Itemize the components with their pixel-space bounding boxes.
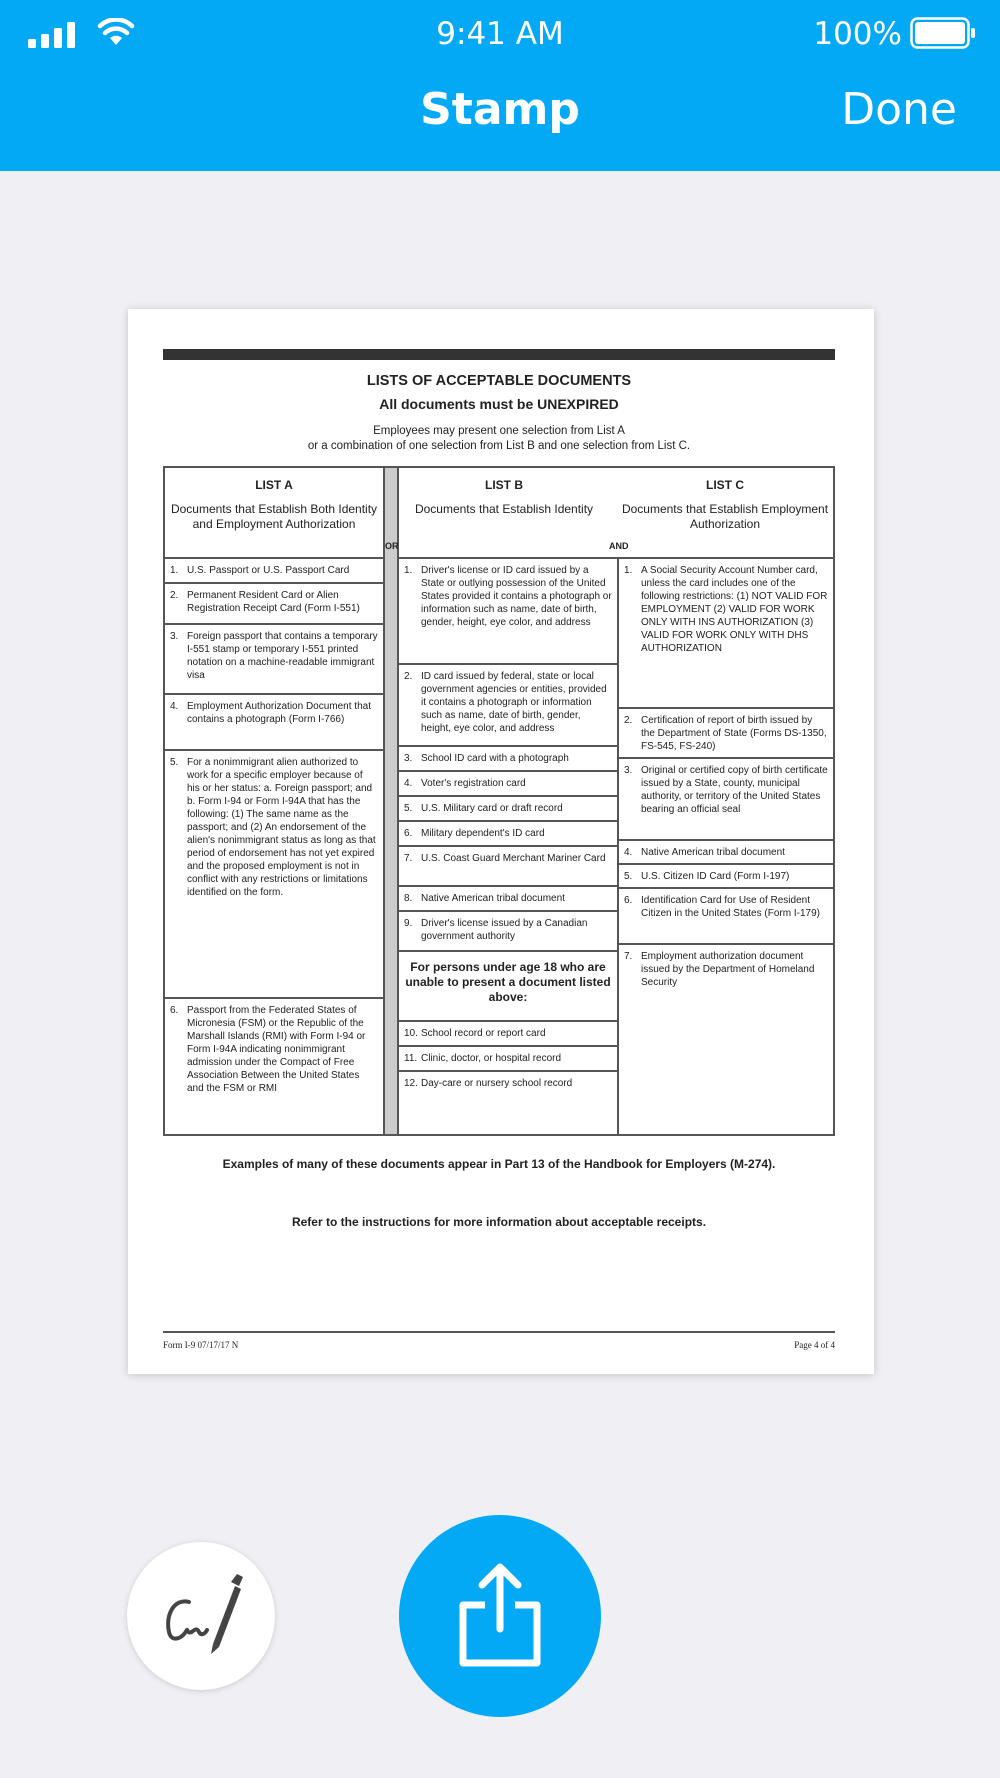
document-subtitle: All documents must be UNEXPIRED — [379, 396, 619, 412]
signature-pen-icon — [157, 1574, 245, 1660]
nav-title: Stamp — [420, 84, 580, 135]
footer-rule — [163, 1331, 835, 1333]
list-item: 3. School ID card with a photograph — [399, 747, 617, 772]
footer-form-id: Form I-9 07/17/17 N — [163, 1340, 239, 1350]
list-item: 2. Certification of report of birth issued by the Department of State (Forms DS-1350, FS-545, FS-240) — [619, 709, 833, 759]
document-title: LISTS OF ACCEPTABLE DOCUMENTS — [366, 373, 632, 389]
list-b-description: Documents that Establish Identity — [414, 502, 594, 516]
list-item: 3. Original or certified copy of birth certificate issued by a State, county, municipal authority, or territory of the United States bearing an official seal — [619, 759, 833, 841]
list-item: 4. Employment Authorization Document that contains a photograph (Form I-766) — [165, 695, 383, 751]
list-a-name: LIST A — [255, 478, 293, 492]
examples-note: Examples of many of these documents appear in Part 13 of the Handbook for Employers (M-274). — [222, 1157, 776, 1171]
list-item: 12. Day-care or nursery school record — [404, 1078, 573, 1089]
list-b-header — [395, 478, 613, 517]
list-item: 7. Employment authorization document issued by the Department of Homeland Security — [624, 951, 815, 988]
intro-line-1: Employees may present one selection from List A — [373, 425, 625, 437]
status-time: 9:41 AM — [436, 16, 564, 52]
list-item: 5. U.S. Military card or draft record — [399, 797, 617, 822]
list-b-column — [399, 559, 617, 1097]
list-separator — [383, 468, 399, 1134]
lists-table — [163, 466, 835, 1136]
document-top-rule — [163, 349, 835, 360]
list-item: 1. U.S. Passport or U.S. Passport Card — [165, 559, 383, 584]
list-item: 4. Voter's registration card — [399, 772, 617, 797]
status-bar — [0, 0, 1000, 66]
list-item: 6. Passport from the Federated States of Micronesia (FSM) or the Republic of the Marshall Islands (RMI) with Form I-94 or Form I-94A indicating nonimmigrant admission under the Compact of Free Association Between the United States and the FSM or RMI — [170, 1005, 366, 1094]
list-item: 6. Military dependent's ID card — [399, 822, 617, 847]
list-item: 8. Native American tribal document — [399, 887, 617, 912]
list-c-header — [617, 478, 833, 532]
list-item: 3. Foreign passport that contains a temporary I-551 stamp or temporary I-551 printed notation on a machine-readable immigrant visa — [165, 625, 383, 695]
list-item: 11. Clinic, doctor, or hospital record — [399, 1047, 617, 1072]
refer-note: Refer to the instructions for more information about acceptable receipts. — [291, 1215, 707, 1229]
list-item: 7. U.S. Coast Guard Merchant Mariner Card — [399, 847, 617, 887]
signature-button[interactable] — [127, 1542, 275, 1690]
document-intro — [163, 424, 835, 454]
battery-icon — [910, 17, 976, 49]
and-label: AND — [609, 541, 629, 551]
list-item: 4. Native American tribal document — [619, 841, 833, 865]
list-b-name: LIST B — [485, 478, 523, 492]
list-item: 2. Permanent Resident Card or Alien Registration Receipt Card (Form I-551) — [165, 584, 383, 625]
list-item: 5. U.S. Citizen ID Card (Form I-197) — [619, 865, 833, 889]
battery-percentage: 100% — [813, 16, 902, 52]
footer-page-number: Page 4 of 4 — [794, 1340, 835, 1350]
list-item: 5. For a nonimmigrant alien authorized to work for a specific employer because of his or her status: a. Foreign passport; and b. Form I-94 or Form I-94A that has the following: (1) The same name as the passport; and (2) An endorsement of the alien's nonimmigrant status as long as that period of endorsement has not yet expired and the proposed employment is not in conflict with any restrictions or limitations identified on the form. — [165, 751, 383, 999]
share-icon — [453, 1563, 547, 1669]
list-item: 1. Driver's license or ID card issued by a State or outlying possession of the United States provided it contains a photograph or information such as name, date of birth, gender, height, eye color, and address — [399, 559, 617, 665]
or-label: OR — [385, 541, 399, 551]
list-item: 10. School record or report card — [399, 1022, 617, 1047]
share-button[interactable] — [399, 1515, 601, 1717]
lists-table-header — [165, 468, 833, 559]
list-c-column — [619, 559, 833, 1005]
list-c-name: LIST C — [706, 478, 744, 492]
minors-heading: For persons under age 18 who are unable to present a document listed above: — [399, 952, 617, 1022]
list-a-header — [165, 478, 383, 532]
list-item: 6. Identification Card for Use of Resident Citizen in the United States (Form I-179) — [619, 889, 833, 945]
list-item: 1. A Social Security Account Number card, unless the card includes one of the following restrictions: (1) NOT VALID FOR EMPLOYMENT (2) VALID FOR WORK ONLY WITH INS AUTHORIZATION (3) VALID FOR WORK ONLY WITH DHS AUTHORIZATION — [619, 559, 833, 709]
list-item: 9. Driver's license issued by a Canadian government authority — [399, 912, 617, 952]
list-a-column — [165, 559, 383, 1134]
top-bar — [0, 0, 1000, 171]
document-page[interactable] — [128, 309, 874, 1374]
done-button[interactable]: Done — [841, 84, 957, 135]
list-a-description: Documents that Establish Both Identity and Employment Authorization — [170, 502, 378, 531]
intro-line-2: or a combination of one selection from List B and one selection from List C. — [307, 440, 691, 452]
list-c-description: Documents that Establish Employment Authorization — [621, 502, 829, 531]
list-item: 2. ID card issued by federal, state or local government agencies or entities, provided it contains a photograph or information such as name, date of birth, gender, height, eye color, and address — [399, 665, 617, 747]
